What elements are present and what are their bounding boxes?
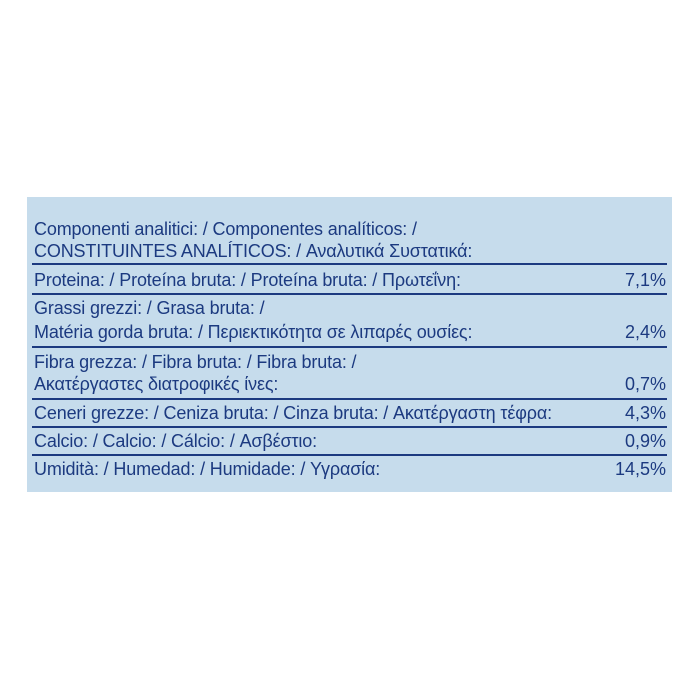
divider bbox=[32, 454, 667, 456]
divider bbox=[32, 398, 667, 400]
row-moisture-value: 14,5% bbox=[614, 459, 666, 479]
row-fat-value: 2,4% bbox=[624, 322, 666, 342]
header-line-1: Componenti analitici: / Componentes analíticos: / bbox=[34, 219, 417, 239]
row-calcium-label: Calcio: / Calcio: / Cálcio: / Ασβέστιο: bbox=[34, 431, 317, 451]
row-fat-label-line-2: Matéria gorda bruta: / Περιεκτικότητα σε λιπαρές ουσίες: bbox=[34, 322, 473, 342]
divider bbox=[32, 346, 667, 348]
divider bbox=[32, 263, 667, 265]
row-protein-value: 7,1% bbox=[624, 270, 666, 290]
divider bbox=[32, 293, 667, 295]
row-moisture-label: Umidità: / Humedad: / Humidade: / Υγρασία: bbox=[34, 459, 381, 479]
row-ash-value: 4,3% bbox=[624, 403, 666, 423]
row-fibre-label-line-1: Fibra grezza: / Fibra bruta: / Fibra bruta: / bbox=[34, 352, 357, 372]
row-ash-label: Ceneri grezze: / Ceniza bruta: / Cinza bruta: / Ακατέργαστη τέφρα: bbox=[34, 403, 552, 423]
row-protein-label: Proteina: / Proteína bruta: / Proteína bruta: / Πρωτεΐνη: bbox=[34, 270, 461, 290]
row-calcium-value: 0,9% bbox=[624, 431, 666, 451]
analytical-constituents-table bbox=[27, 197, 672, 492]
row-fibre-label-line-2: Ακατέργαστες διατροφικές ίνες: bbox=[34, 374, 279, 394]
row-fibre-value: 0,7% bbox=[624, 374, 666, 394]
row-fat-label-line-1: Grassi grezzi: / Grasa bruta: / bbox=[34, 298, 265, 318]
divider bbox=[32, 426, 667, 428]
header-line-2: CONSTITUINTES ANALÍTICOS: / Αναλυτικά Συστατικά: bbox=[34, 241, 473, 261]
